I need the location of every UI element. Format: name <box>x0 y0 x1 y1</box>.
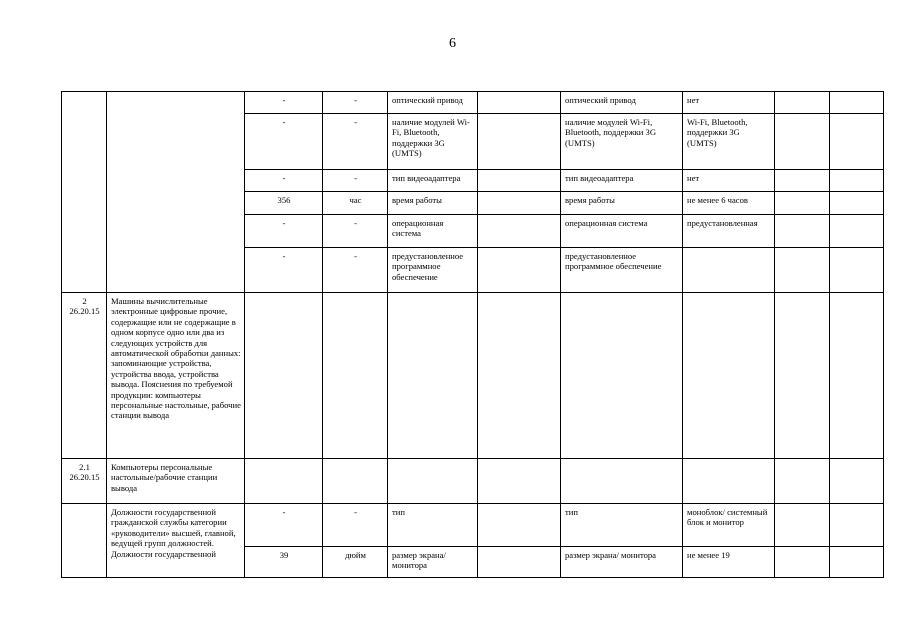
extra-cell <box>830 114 884 170</box>
position-code-cell <box>62 293 107 459</box>
unit-cell: дюйм <box>323 547 388 578</box>
okpd2-code: 26.20.15 <box>69 306 100 317</box>
extra-cell <box>775 215 830 248</box>
okei-code-cell: - <box>245 215 323 248</box>
characteristic-approved-cell: наличие модулей Wi-Fi, Bluetooth, поддержки 3G (UMTS) <box>561 114 683 170</box>
characteristic-cell: предустановленное программное обеспечение <box>388 248 478 293</box>
table-row <box>62 459 884 504</box>
justification-cell <box>478 215 561 248</box>
position-code-cell <box>62 92 107 293</box>
value-cell: нет <box>683 92 775 114</box>
empty-cell <box>245 459 323 504</box>
empty-cell <box>683 293 775 459</box>
okei-code-cell: 356 <box>245 192 323 215</box>
empty-cell <box>775 459 830 504</box>
extra-cell <box>775 504 830 547</box>
characteristic-approved-cell: операционная система <box>561 215 683 248</box>
empty-cell <box>245 293 323 459</box>
value-cell <box>683 248 775 293</box>
value-cell: не менее 6 часов <box>683 192 775 215</box>
empty-cell <box>478 293 561 459</box>
empty-cell <box>830 459 884 504</box>
value-cell: Wi-Fi, Bluetooth, поддержки 3G (UMTS) <box>683 114 775 170</box>
empty-cell <box>561 459 683 504</box>
unit-cell: - <box>323 170 388 192</box>
table-row <box>62 504 884 547</box>
unit-cell: - <box>323 114 388 170</box>
characteristic-approved-cell: размер экрана/ монитора <box>561 547 683 578</box>
page-number: 6 <box>449 36 456 51</box>
characteristic-approved-cell: тип видеоадаптера <box>561 170 683 192</box>
characteristic-cell: тип видеоадаптера <box>388 170 478 192</box>
characteristic-cell: операционная система <box>388 215 478 248</box>
extra-cell <box>830 192 884 215</box>
empty-cell <box>683 459 775 504</box>
okei-code-cell: - <box>245 504 323 547</box>
position-number: 2.1 <box>79 462 90 472</box>
table-row <box>62 92 884 114</box>
product-name-cell: Компьютеры персональные настольные/рабочие станции вывода <box>107 459 245 504</box>
value-cell: моноблок/ системный блок и монитор <box>683 504 775 547</box>
justification-cell <box>478 92 561 114</box>
okei-code-cell: - <box>245 248 323 293</box>
characteristic-approved-cell: предустановленное программное обеспечение <box>561 248 683 293</box>
characteristic-cell: размер экрана/монитора <box>388 547 478 578</box>
value-cell: не менее 19 <box>683 547 775 578</box>
characteristic-cell: оптический привод <box>388 92 478 114</box>
characteristic-approved-cell: тип <box>561 504 683 547</box>
empty-cell <box>478 459 561 504</box>
justification-cell <box>478 248 561 293</box>
justification-cell <box>478 192 561 215</box>
empty-cell <box>323 293 388 459</box>
extra-cell <box>830 504 884 547</box>
okpd2-code: 26.20.15 <box>69 472 100 483</box>
value-cell: нет <box>683 170 775 192</box>
empty-cell <box>561 293 683 459</box>
justification-cell <box>478 547 561 578</box>
empty-cell <box>388 459 478 504</box>
empty-cell <box>830 293 884 459</box>
position-code-cell <box>62 459 107 504</box>
extra-cell <box>830 170 884 192</box>
extra-cell <box>775 170 830 192</box>
justification-cell <box>478 114 561 170</box>
okei-code-cell: - <box>245 114 323 170</box>
characteristic-cell: тип <box>388 504 478 547</box>
table-row <box>62 293 884 459</box>
empty-cell <box>388 293 478 459</box>
justification-cell <box>478 170 561 192</box>
position-category-cell: Должности государственной гражданской службы категории «руководители» высшей, главной, ведущей групп должностей. Должности государственной <box>107 504 245 578</box>
unit-cell: - <box>323 248 388 293</box>
extra-cell <box>775 192 830 215</box>
justification-cell <box>478 504 561 547</box>
characteristic-cell: время работы <box>388 192 478 215</box>
product-name-cell <box>107 92 245 293</box>
extra-cell <box>830 92 884 114</box>
extra-cell <box>775 547 830 578</box>
extra-cell <box>830 215 884 248</box>
empty-cell <box>775 293 830 459</box>
okei-code-cell: - <box>245 170 323 192</box>
position-code-cell <box>62 504 107 578</box>
product-name-cell: Машины вычислительные электронные цифровые прочие, содержащие или не содержащие в одном корпусе одно или два из следующих устройств для автоматической обработки данных: запоминающие устройства, устройства ввода, устройства вывода. Пояснения по требуемой продукции: компьютеры персональные настольные, рабочие станции вывода <box>107 293 245 459</box>
unit-cell: - <box>323 215 388 248</box>
empty-cell <box>323 459 388 504</box>
extra-cell <box>830 248 884 293</box>
characteristic-cell: наличие модулей Wi-Fi, Bluetooth, поддержки 3G (UMTS) <box>388 114 478 170</box>
okei-code-cell: 39 <box>245 547 323 578</box>
extra-cell <box>775 114 830 170</box>
unit-cell: - <box>323 504 388 547</box>
requirements-table <box>61 91 884 578</box>
extra-cell <box>775 92 830 114</box>
unit-cell: - <box>323 92 388 114</box>
extra-cell <box>775 248 830 293</box>
position-number: 2 <box>82 296 87 306</box>
okei-code-cell: - <box>245 92 323 114</box>
unit-cell: час <box>323 192 388 215</box>
characteristic-approved-cell: оптический привод <box>561 92 683 114</box>
value-cell: предустановленная <box>683 215 775 248</box>
characteristic-approved-cell: время работы <box>561 192 683 215</box>
extra-cell <box>830 547 884 578</box>
